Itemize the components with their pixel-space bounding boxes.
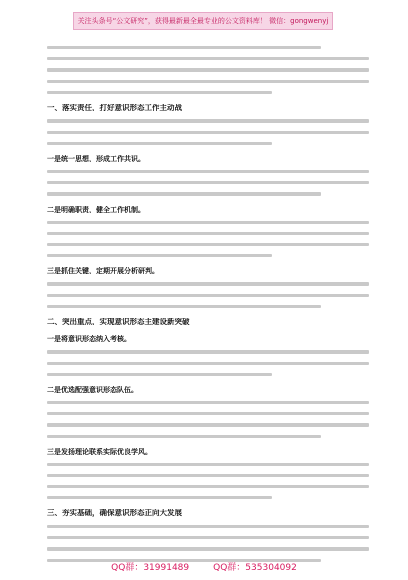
section-heading: 三、夯实基础，确保意识形态正向大发展 (47, 509, 182, 517)
promo-banner-text: 关注头条号“公文研究”，获得最新最全最专业的公文资料库！ 微信：gongwenyj (77, 17, 329, 25)
document-body (47, 38, 369, 562)
promo-banner (73, 12, 333, 30)
text-line (47, 282, 369, 285)
text-line (47, 547, 369, 550)
text-line (47, 57, 369, 60)
text-line (47, 192, 321, 195)
text-line (47, 474, 369, 477)
subsection-heading: 三是发扬理论联系实际优良学风。 (47, 447, 152, 455)
text-line (47, 435, 321, 438)
text-line (47, 373, 272, 376)
text-line (47, 91, 272, 94)
text-line (47, 496, 272, 499)
text-line (47, 401, 369, 404)
text-line (47, 485, 369, 488)
text-line (47, 221, 369, 224)
text-line (47, 119, 369, 122)
text-line (47, 232, 369, 235)
text-line (47, 305, 321, 308)
subsection-heading: 一是统一思想，形成工作共识。 (47, 155, 145, 162)
text-line (47, 142, 272, 145)
text-line (47, 243, 369, 246)
text-line (47, 362, 369, 365)
qq-group-2: QQ群：535304092 (213, 563, 297, 573)
text-line (47, 46, 321, 49)
section-heading: 一、落实责任，打好意识形态工作主动战 (47, 103, 182, 112)
qq-footer (0, 560, 408, 574)
subsection-heading: 一是将意识形态纳入考核。 (47, 335, 131, 343)
text-line (47, 181, 369, 184)
text-line (47, 131, 369, 134)
text-line (47, 463, 369, 466)
qq-group-1: QQ群：31991489 (111, 563, 190, 573)
subsection-heading: 二是优选配强意识形态队伍。 (47, 385, 138, 393)
text-line (47, 423, 369, 426)
text-line (47, 294, 369, 297)
text-line (47, 170, 369, 173)
subsection-heading: 三是抓住关键，定期开展分析研判。 (47, 267, 159, 275)
text-line (47, 525, 369, 528)
subsection-heading: 二是明确职责，健全工作机制。 (47, 205, 145, 213)
text-line (47, 350, 369, 353)
text-line (47, 536, 369, 539)
text-line (47, 80, 369, 83)
text-line (47, 412, 369, 415)
text-line (47, 68, 369, 71)
section-heading: 二、突出重点，实现意识形态主建设新突破 (47, 317, 190, 326)
text-line (47, 254, 272, 257)
